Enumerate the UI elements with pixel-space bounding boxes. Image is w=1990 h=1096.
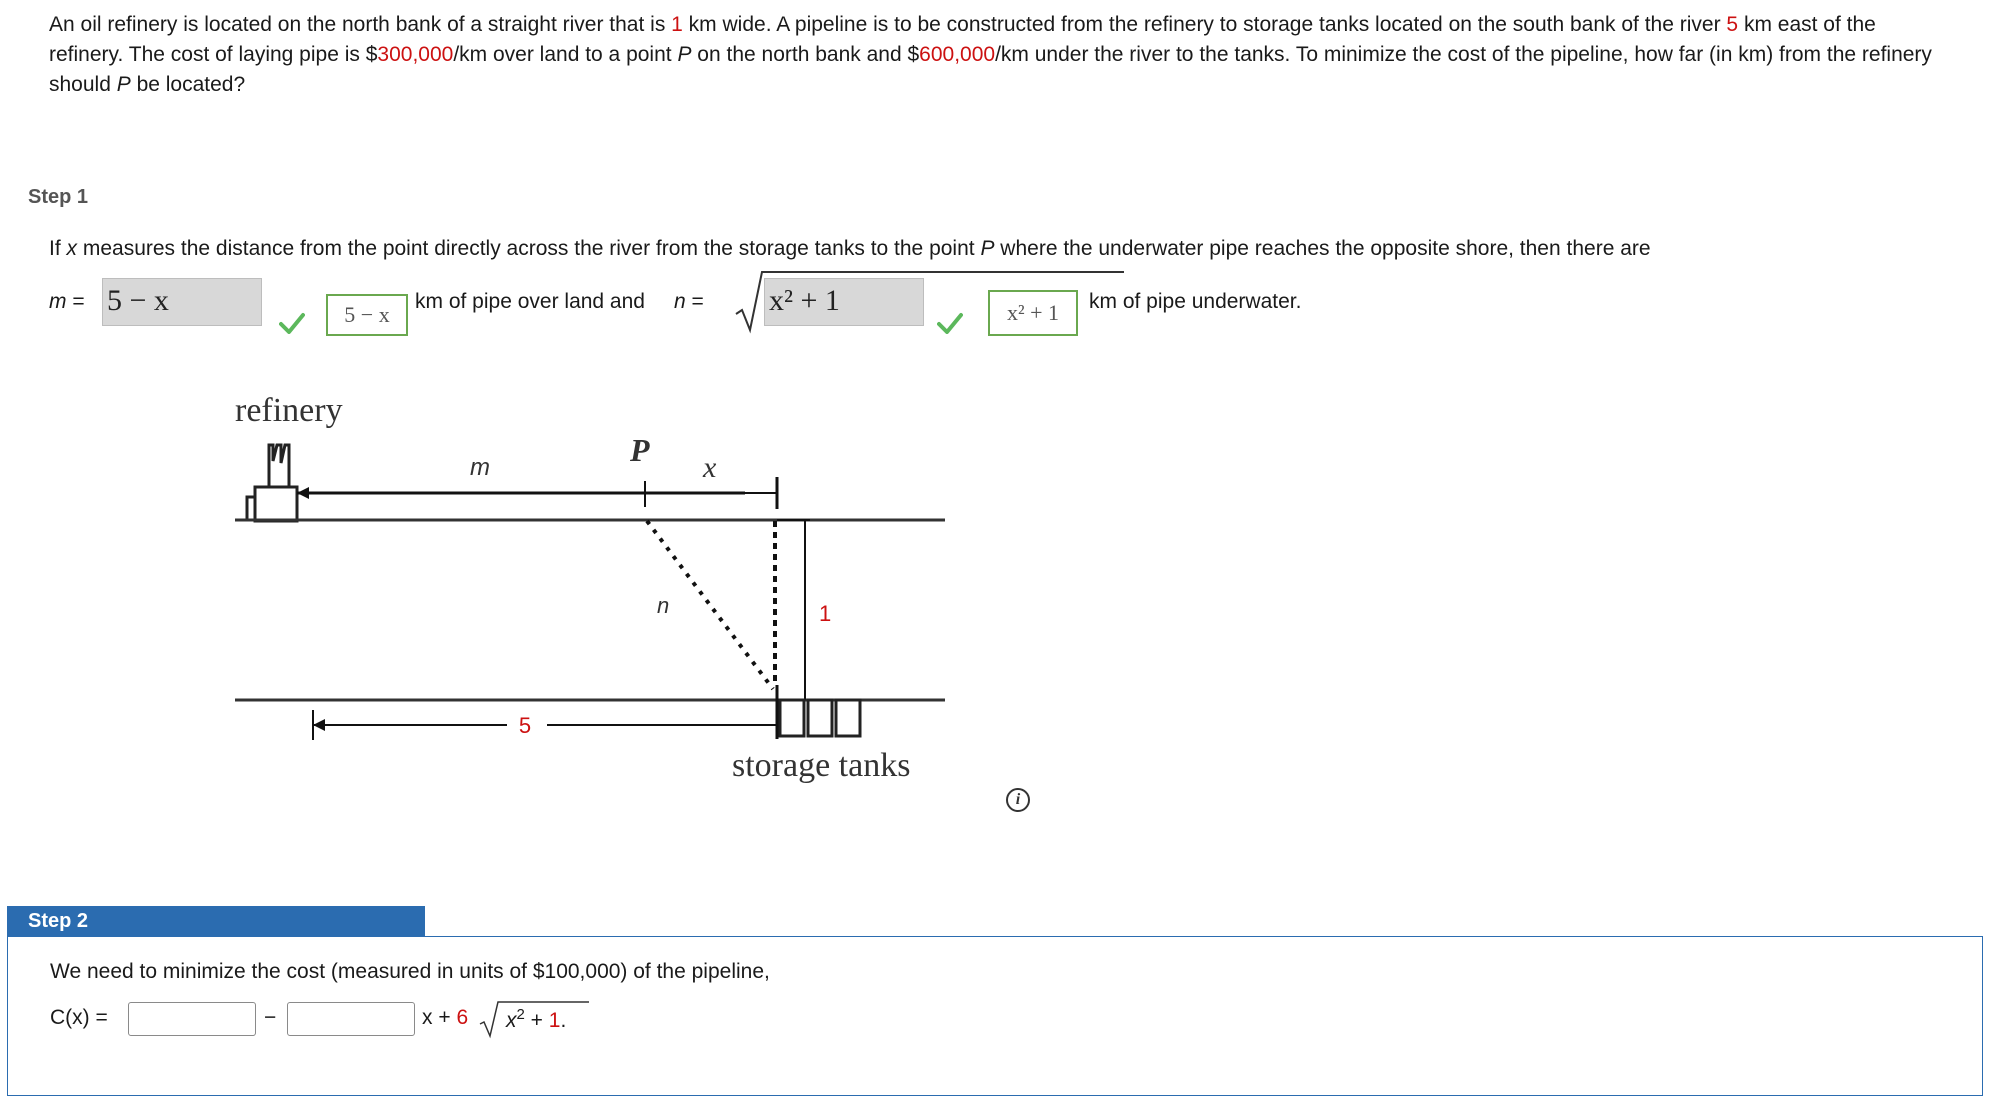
problem-statement <box>49 10 1954 100</box>
refinery-icon <box>247 445 297 521</box>
storage-tanks-icon <box>780 700 860 736</box>
m-answer-preview: 5 − x <box>326 294 408 336</box>
underwater-text: km of pipe underwater. <box>1089 290 1302 313</box>
label-m: m <box>470 454 490 481</box>
arrowhead <box>313 719 325 731</box>
var-x: x <box>66 237 78 260</box>
minus-sign: − <box>264 1006 277 1029</box>
problem-text: be located? <box>130 73 246 96</box>
step1-instruction <box>49 234 1651 264</box>
step1-label: Step 1 <box>28 186 89 208</box>
problem-text: /km over land to a point <box>453 43 678 66</box>
label-n: n <box>657 593 670 618</box>
n-answer-field[interactable]: x² + 1 <box>764 278 924 326</box>
step1-answer-row <box>49 270 1949 340</box>
radicand-text: $x^2 + 1$. <box>506 1006 567 1032</box>
label-p: P <box>630 432 650 468</box>
label-1: 1 <box>819 601 832 626</box>
pipeline-diagram <box>225 385 965 795</box>
point-p: P <box>116 73 131 96</box>
step2-instruction: We need to minimize the cost (measured in units of $100,000) of the pipeline, <box>50 960 770 983</box>
arrowhead <box>297 487 309 499</box>
water-cost-value: 600,000 <box>919 43 996 66</box>
storage-tanks-label: storage tanks <box>732 747 911 784</box>
x-term-text: x + 6 <box>422 1006 469 1029</box>
check-icon <box>279 312 305 334</box>
problem-text: on the north bank and $ <box>691 43 920 66</box>
m-answer-field[interactable]: 5 − x <box>102 278 262 326</box>
info-icon[interactable]: i <box>1006 788 1030 812</box>
cx-label: C(x) = <box>50 1006 108 1029</box>
n-answer-preview: x² + 1 <box>988 290 1078 336</box>
cost-coefficient-input-2[interactable] <box>287 1002 415 1036</box>
river-width-value: 1 <box>671 13 683 36</box>
problem-text: km east of the refinery. The cost of laying pipe is $ <box>49 13 1876 66</box>
step2-tab[interactable]: Step 2 <box>7 906 425 936</box>
cost-function-row <box>50 1000 850 1040</box>
step1-text: If <box>49 237 67 260</box>
step1-text: measures the distance from the point directly across the river from the storage tanks to the point <box>77 237 981 260</box>
label-5: 5 <box>518 713 532 738</box>
var-p: P <box>980 237 995 260</box>
problem-text: /km under the river to the tanks. To minimize the cost of the pipeline, how far (in km) from the refinery should <box>49 43 1932 96</box>
step1-text: where the underwater pipe reaches the opposite shore, then there are <box>994 237 1651 260</box>
problem-text: An oil refinery is located on the north bank of a straight river that is <box>49 13 672 36</box>
east-distance-value: 5 <box>1726 13 1739 36</box>
cost-coefficient-input-1[interactable] <box>128 1002 256 1036</box>
check-icon <box>937 312 963 334</box>
m-label: m = <box>49 290 85 313</box>
land-cost-value: 300,000 <box>377 43 454 66</box>
problem-text: km wide. A pipeline is to be constructed from the refinery to storage tanks located on the south bank of the river <box>682 13 1727 36</box>
over-land-text: km of pipe over land and <box>415 290 645 313</box>
label-x: x <box>703 451 717 484</box>
point-p: P <box>677 43 692 66</box>
n-label: n = <box>674 290 704 313</box>
refinery-label: refinery <box>235 392 343 429</box>
